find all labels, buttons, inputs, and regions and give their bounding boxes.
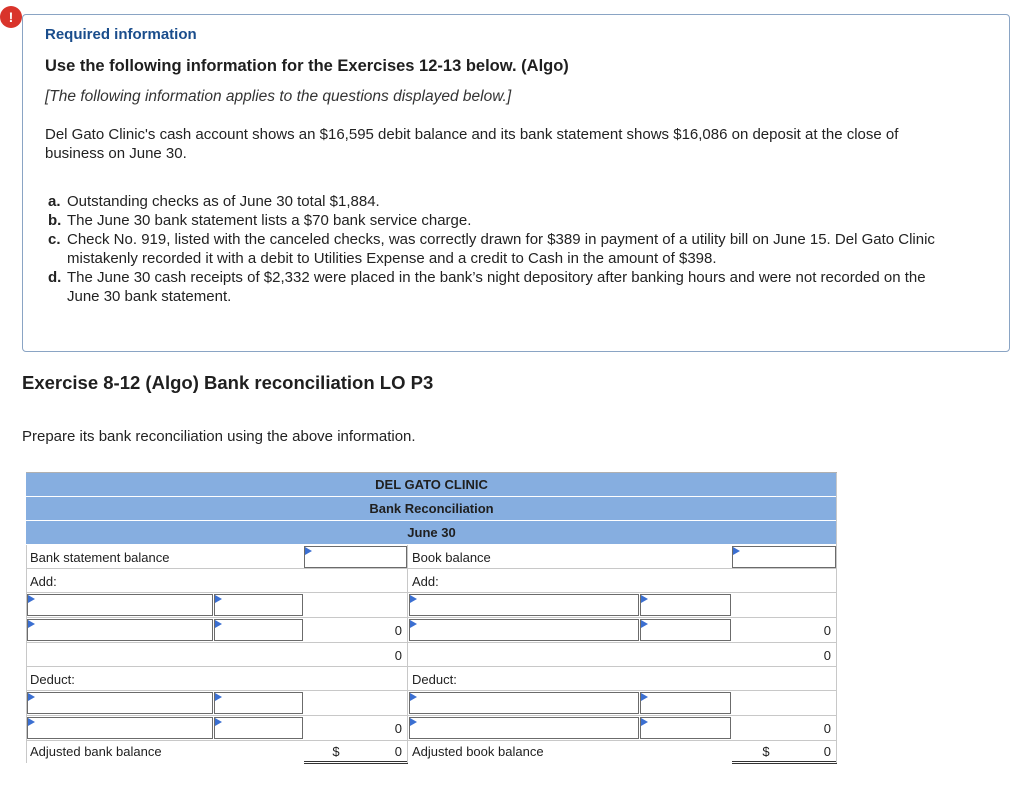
required-information-title: Required information <box>45 26 197 43</box>
bank-deduct-description-input[interactable] <box>27 692 213 714</box>
table-row <box>26 716 837 741</box>
book-add-amount-input[interactable] <box>640 594 731 616</box>
table-row <box>26 739 837 763</box>
book-add-amount-input[interactable] <box>640 619 731 641</box>
bank-deduct-description-input[interactable] <box>27 717 213 739</box>
bank-add-amount-input[interactable] <box>214 594 303 616</box>
book-add-description-input[interactable] <box>409 619 639 641</box>
bank-double-underline <box>304 761 408 764</box>
bank-total-after-add: 0 <box>394 647 402 663</box>
adjusted-bank-balance-label: Adjusted bank balance <box>30 743 162 759</box>
item-text: Check No. 919, listed with the canceled checks, was correctly drawn for $389 in payment of a utility bill on June 15. Del Gato Clinic mistakenly recorded it with a debit to Utilities Expense and a credit to Cash in the amount of $398. <box>67 231 935 267</box>
bank-deduct-amount-input[interactable] <box>214 717 303 739</box>
item-label: a. <box>48 193 61 210</box>
table-row <box>26 569 837 593</box>
book-deduct-label: Deduct: <box>412 671 457 687</box>
bank-deduct-amount-input[interactable] <box>214 692 303 714</box>
item-text: The June 30 cash receipts of $2,332 were placed in the bank’s night depository after banking hours and were not recorded on the June 30 bank statement. <box>67 269 926 305</box>
header-company: DEL GATO CLINIC <box>26 473 837 497</box>
bank-reconciliation-table <box>26 472 837 762</box>
bank-add-description-input[interactable] <box>27 619 213 641</box>
book-add-subtotal: 0 <box>823 622 831 638</box>
exercises-heading: Use the following information for the Exercises 12-13 below. (Algo) <box>45 57 569 75</box>
list-item <box>48 268 948 306</box>
list-item <box>48 211 948 230</box>
bank-deduct-label: Deduct: <box>30 671 75 687</box>
table-row <box>26 618 837 643</box>
applies-note: [The following information applies to the questions displayed below.] <box>45 88 512 105</box>
information-list <box>48 192 948 306</box>
bank-add-label: Add: <box>30 573 57 589</box>
book-total-after-add: 0 <box>823 647 831 663</box>
list-item <box>48 192 948 211</box>
exercise-title: Exercise 8-12 (Algo) Bank reconciliation LO P3 <box>22 372 434 393</box>
bank-currency-symbol: $ <box>332 743 340 759</box>
item-label: b. <box>48 212 62 229</box>
book-add-description-input[interactable] <box>409 594 639 616</box>
bank-add-subtotal: 0 <box>394 622 402 638</box>
table-border-left <box>26 545 27 763</box>
book-add-label: Add: <box>412 573 439 589</box>
book-deduct-total: 0 <box>823 720 831 736</box>
adjusted-bank-balance-value: 0 <box>394 743 402 759</box>
bank-add-amount-input[interactable] <box>214 619 303 641</box>
book-deduct-amount-input[interactable] <box>640 692 731 714</box>
book-balance-label: Book balance <box>412 549 491 565</box>
item-text: Outstanding checks as of June 30 total $1,884. <box>67 193 380 210</box>
book-currency-symbol: $ <box>762 743 770 759</box>
header-date: June 30 <box>26 521 837 545</box>
table-center-divider <box>407 545 408 763</box>
table-row <box>26 643 837 667</box>
bank-deduct-total: 0 <box>394 720 402 736</box>
item-label: c. <box>48 231 61 248</box>
book-double-underline <box>732 761 837 764</box>
table-row <box>26 593 837 618</box>
adjusted-book-balance-label: Adjusted book balance <box>412 743 544 759</box>
book-deduct-amount-input[interactable] <box>640 717 731 739</box>
table-row <box>26 691 837 716</box>
intro-paragraph: Del Gato Clinic's cash account shows an $16,595 debit balance and its bank statement shows $16,086 on deposit at the close of business on June 30. <box>45 126 899 162</box>
exercise-instruction: Prepare its bank reconciliation using the above information. <box>22 428 416 445</box>
bank-statement-balance-label: Bank statement balance <box>30 549 170 565</box>
exclamation-icon: ! <box>0 6 22 28</box>
item-label: d. <box>48 269 62 286</box>
book-deduct-description-input[interactable] <box>409 717 639 739</box>
header-statement: Bank Reconciliation <box>26 497 837 521</box>
bank-add-description-input[interactable] <box>27 594 213 616</box>
adjusted-book-balance-value: 0 <box>823 743 831 759</box>
book-balance-input[interactable] <box>732 546 836 568</box>
table-row <box>26 667 837 691</box>
table-row <box>26 545 837 569</box>
list-item <box>48 230 948 268</box>
table-border-right <box>836 473 837 763</box>
book-deduct-description-input[interactable] <box>409 692 639 714</box>
bank-statement-balance-input[interactable] <box>304 546 407 568</box>
item-text: The June 30 bank statement lists a $70 bank service charge. <box>67 212 472 229</box>
